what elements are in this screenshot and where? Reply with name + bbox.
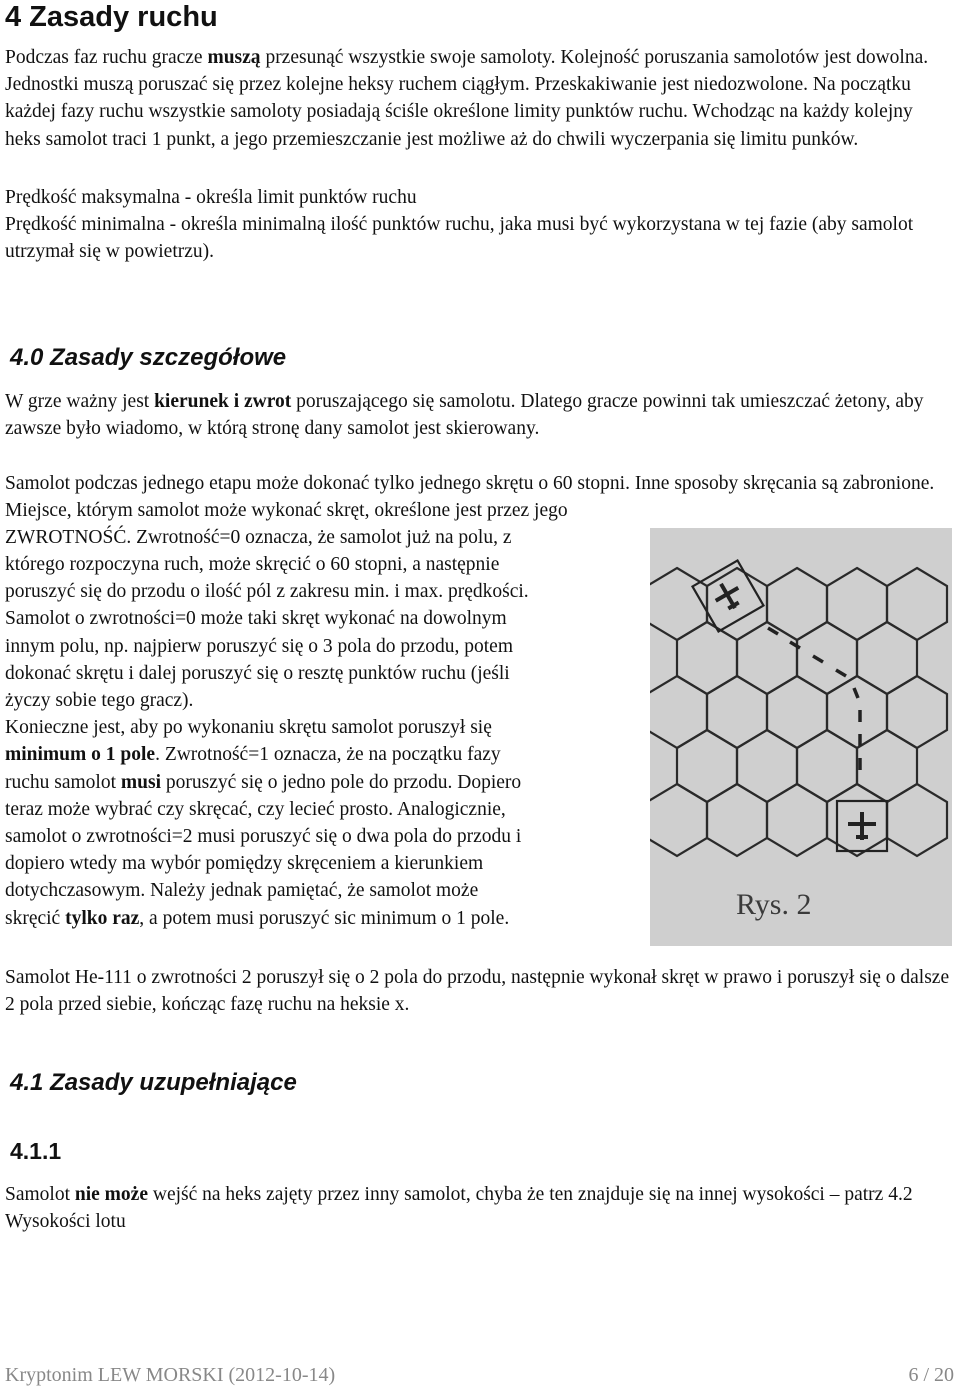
hex-cell — [827, 568, 887, 640]
zwrot-line: którego rozpoczyna ruch, może skręcić o 60 stopni, a następnie — [5, 554, 500, 575]
zwrot-text: ruchu samolot — [5, 771, 121, 793]
direction-text: W grze ważny jest — [5, 391, 155, 412]
min-speed-paragraph: Prędkość minimalna - określa minimalną ilość punktów ruchu, jaka musi być wykorzystana w tej fazie (aby samolot utrzymał się w powietrzu). — [5, 214, 914, 263]
hex-cell — [827, 676, 887, 748]
hex-cell — [887, 784, 947, 856]
hex-cell — [767, 676, 827, 748]
intro-paragraph — [5, 44, 940, 153]
hex-cell — [887, 676, 947, 748]
hex-cell — [737, 730, 797, 802]
zwrot-text: poruszyć się o jedno pole do przodu. Dopiero — [161, 771, 522, 793]
zwrot-bold: musi — [120, 771, 162, 793]
occupied-bold: nie może — [74, 1184, 148, 1205]
heading-4-1: 4.1 Zasady uzupełniające — [10, 1069, 297, 1096]
turn-paragraph: Samolot podczas jednego etapu może dokonać tylko jednego skrętu o 60 stopni. Inne sposoby skręcania są zabronione. Miejsce, którym samolot może wykonać skręt, określone jest przez jego — [5, 473, 935, 522]
direction-text-2: poruszającego się samolotu. Dlatego gracze powinni tak umieszczać żetony, aby zawsze było wiadomo, w którą stronę dany samolot jest skierowany. — [5, 391, 924, 440]
zwrot-line: Konieczne jest, aby po wykonaniu skrętu samolot poruszył się — [5, 717, 492, 739]
zwrot-line: życzy sobie tego gracz). — [5, 690, 194, 712]
he111-paragraph: Samolot He-111 o zwrotności 2 poruszył się o 2 pola do przodu, następnie wykonał skręt w prawo i poruszył się o dalsze 2 pola przed siebie, kończąc fazę ruchu na heksie x. — [5, 967, 950, 1016]
zwrot-text: skręcić — [5, 907, 66, 929]
heading-4-0: 4.0 Zasady szczegółowe — [10, 344, 287, 371]
movement-path-icon — [768, 628, 860, 770]
page-number: 6 / 20 — [908, 1364, 954, 1386]
hex-movement-figure — [650, 528, 952, 946]
intro-text-2: przesunąć wszystkie swoje samoloty. Kolejność poruszania samolotów jest dowolna. Jednostki muszą poruszać się przez kolejne heksy ruchem ciągłym. Przeskakiwanie jest niedozwolone. Na początku każdej fazy ruchu wszystkie samoloty posiadają ściśle określone limity punktów ruchu. Wchodząc na każdy kolejny heks samolot traci 1 punkt, a jego przemieszczanie jest możliwe aż do chwili wyczerpania się limitu punków. — [5, 47, 929, 150]
hex-grid-illustration — [650, 528, 952, 946]
zwrot-line — [5, 741, 650, 768]
zwrot-paragraph — [5, 551, 650, 932]
intro-text: Podczas faz ruchu gracze — [5, 47, 208, 68]
hex-cell — [857, 622, 917, 694]
footer-title: Kryptonim LEW MORSKI (2012-10-14) — [5, 1364, 336, 1386]
section-heading: 4 Zasady ruchu — [5, 1, 218, 33]
zwrot-text: , a potem musi poruszyć sic minimum o 1 pole. — [139, 907, 510, 929]
direction-paragraph — [5, 388, 940, 442]
hex-cell — [650, 676, 707, 748]
hex-cell — [857, 730, 917, 802]
hex-cell — [707, 676, 767, 748]
occupied-hex-paragraph — [5, 1181, 940, 1235]
hex-cell — [797, 730, 857, 802]
occupied-text-2: wejść na heks zajęty przez inny samolot, chyba że ten znajduje się na innej wysokości – patrz 4.2 Wysokości lotu — [5, 1184, 913, 1233]
zwrot-line: dotychczasowym. Należy jednak pamiętać, że samolot może — [5, 880, 479, 902]
zwrot-bold: tylko raz — [65, 907, 140, 929]
plane-counter-icon — [692, 560, 763, 631]
hex-cell — [737, 622, 797, 694]
hex-cell — [650, 784, 707, 856]
hex-cell — [887, 568, 947, 640]
zwrot-first-line: ZWROTNOŚĆ. Zwrotność=0 oznacza, że samolot już na polu, z — [5, 527, 512, 548]
zwrot-line: Samolot o zwrotności=0 może taki skręt wykonać na dowolnym — [5, 608, 507, 630]
hex-cell — [767, 784, 827, 856]
occupied-text: Samolot — [5, 1184, 75, 1205]
zwrot-line: teraz może wybrać czy skręcać, czy lecieć prosto. Analogicznie, — [5, 798, 506, 820]
zwrot-line: samolot o zwrotności=2 musi poruszyć się o dwa pola do przodu i — [5, 826, 522, 848]
zwrot-text: . Zwrotność=1 oznacza, że na początku fazy — [155, 744, 501, 766]
hex-cell — [797, 622, 857, 694]
zwrot-line — [5, 905, 650, 932]
heading-4-1-1: 4.1.1 — [10, 1138, 62, 1164]
max-speed-line: Prędkość maksymalna - określa limit punktów ruchu — [5, 187, 417, 208]
hex-cell — [677, 730, 737, 802]
hex-cell — [677, 622, 737, 694]
zwrot-line: dokonać skrętu i dalej poruszyć się o resztę punktów ruchu (jeśli — [5, 662, 510, 684]
direction-bold: kierunek i zwrot — [154, 391, 292, 412]
zwrot-line: dopiero wtedy ma wybór pomiędzy skręceniem a kierunkiem — [5, 853, 484, 875]
hex-cell — [767, 568, 827, 640]
zwrot-line: innym polu, np. najpierw poruszyć się o 3 pola do przodu, potem — [5, 635, 513, 657]
zwrot-line — [5, 769, 650, 796]
zwrot-line: poruszyć się do przodu o ilość pól z zakresu min. i max. prędkości. — [5, 581, 529, 603]
zwrot-bold: minimum o 1 pole — [5, 744, 156, 766]
intro-bold: muszą — [207, 47, 261, 68]
hex-cell — [707, 784, 767, 856]
figure-label: Rys. 2 — [736, 888, 812, 921]
hex-cell — [650, 568, 707, 640]
